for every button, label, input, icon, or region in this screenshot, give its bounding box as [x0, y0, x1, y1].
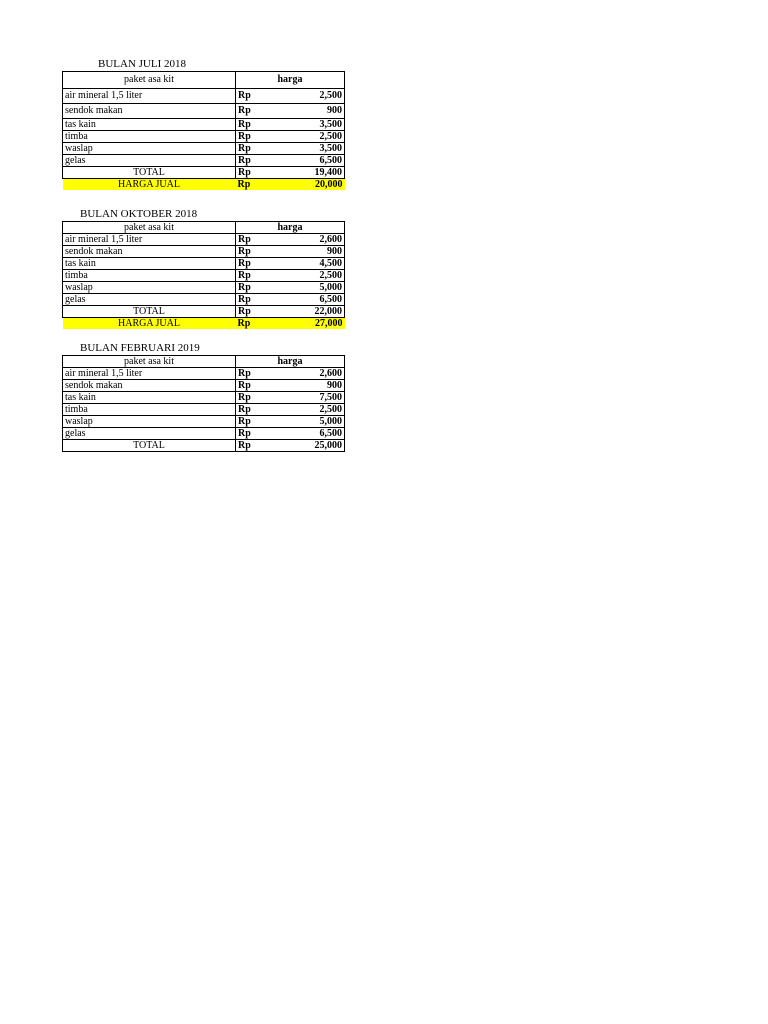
- selling-price-row: [63, 318, 345, 330]
- table-row: [63, 428, 345, 440]
- currency-label: Rp: [236, 270, 276, 282]
- table-row: [63, 416, 345, 428]
- table-header-row: [63, 356, 345, 368]
- selling-price-label: HARGA JUAL: [63, 318, 236, 330]
- item-name: tas kain: [63, 258, 236, 270]
- item-name: timba: [63, 270, 236, 282]
- table-row: [63, 155, 345, 167]
- currency-label: Rp: [236, 440, 276, 452]
- table-row: [63, 282, 345, 294]
- column-header-item: paket asa kit: [63, 222, 236, 234]
- total-price: 19,400: [276, 167, 345, 179]
- item-name: sendok makan: [63, 380, 236, 392]
- currency-label: Rp: [236, 104, 276, 119]
- column-header-harga: harga: [236, 72, 345, 89]
- currency-label: Rp: [236, 380, 276, 392]
- currency-label: Rp: [236, 392, 276, 404]
- currency-label: Rp: [236, 282, 276, 294]
- currency-label: Rp: [236, 155, 276, 167]
- table-row: [63, 246, 345, 258]
- item-price: 5,000: [276, 416, 345, 428]
- currency-label: Rp: [236, 428, 276, 440]
- item-name: timba: [63, 404, 236, 416]
- item-name: tas kain: [63, 392, 236, 404]
- table-row: [63, 104, 345, 119]
- table-row: [63, 392, 345, 404]
- price-table: [62, 71, 345, 190]
- item-name: waslap: [63, 416, 236, 428]
- table-row: [63, 404, 345, 416]
- price-table: [62, 221, 345, 329]
- table-row: [63, 234, 345, 246]
- currency-label: Rp: [236, 131, 276, 143]
- currency-label: Rp: [236, 258, 276, 270]
- total-label: TOTAL: [63, 306, 236, 318]
- currency-label: Rp: [236, 246, 276, 258]
- table-row: [63, 270, 345, 282]
- currency-label: Rp: [236, 404, 276, 416]
- item-price: 2,600: [276, 234, 345, 246]
- item-price: 2,500: [276, 89, 345, 104]
- selling-price-label: HARGA JUAL: [63, 179, 236, 191]
- total-price: 22,000: [276, 306, 345, 318]
- item-price: 3,500: [276, 143, 345, 155]
- item-name: air mineral 1,5 liter: [63, 234, 236, 246]
- table-row: [63, 131, 345, 143]
- table-row: [63, 294, 345, 306]
- table-row: [63, 119, 345, 131]
- currency-label: Rp: [236, 294, 276, 306]
- item-name: sendok makan: [63, 104, 236, 119]
- table-header-row: [63, 222, 345, 234]
- item-name: air mineral 1,5 liter: [63, 89, 236, 104]
- section-title: BULAN JULI 2018: [98, 58, 186, 70]
- item-name: sendok makan: [63, 246, 236, 258]
- currency-label: Rp: [236, 234, 276, 246]
- item-price: 6,500: [276, 428, 345, 440]
- price-table: [62, 355, 345, 452]
- price-section-februari-2019: [62, 342, 344, 452]
- price-section-oktober-2018: [62, 208, 344, 329]
- item-price: 2,500: [276, 404, 345, 416]
- table-row: [63, 258, 345, 270]
- item-price: 900: [276, 104, 345, 119]
- total-label: TOTAL: [63, 167, 236, 179]
- item-name: waslap: [63, 143, 236, 155]
- total-row: [63, 167, 345, 179]
- item-price: 5,000: [276, 282, 345, 294]
- currency-label: Rp: [236, 179, 276, 191]
- currency-label: Rp: [236, 119, 276, 131]
- currency-label: Rp: [236, 306, 276, 318]
- table-row: [63, 89, 345, 104]
- currency-label: Rp: [236, 89, 276, 104]
- selling-price: 27,000: [276, 318, 345, 330]
- currency-label: Rp: [236, 368, 276, 380]
- total-row: [63, 440, 345, 452]
- column-header-harga: harga: [236, 222, 345, 234]
- item-price: 6,500: [276, 294, 345, 306]
- item-name: gelas: [63, 294, 236, 306]
- item-price: 6,500: [276, 155, 345, 167]
- item-name: air mineral 1,5 liter: [63, 368, 236, 380]
- item-name: gelas: [63, 428, 236, 440]
- table-header-row: [63, 72, 345, 89]
- item-name: waslap: [63, 282, 236, 294]
- item-price: 4,500: [276, 258, 345, 270]
- column-header-item: paket asa kit: [63, 72, 236, 89]
- table-row: [63, 368, 345, 380]
- item-name: tas kain: [63, 119, 236, 131]
- item-name: gelas: [63, 155, 236, 167]
- item-price: 900: [276, 380, 345, 392]
- currency-label: Rp: [236, 318, 276, 330]
- item-price: 7,500: [276, 392, 345, 404]
- item-price: 2,500: [276, 131, 345, 143]
- total-row: [63, 306, 345, 318]
- column-header-item: paket asa kit: [63, 356, 236, 368]
- selling-price: 20,000: [276, 179, 345, 191]
- item-name: timba: [63, 131, 236, 143]
- table-row: [63, 143, 345, 155]
- section-title: BULAN OKTOBER 2018: [80, 208, 198, 220]
- currency-label: Rp: [236, 167, 276, 179]
- section-title: BULAN FEBRUARI 2019: [80, 342, 200, 354]
- price-section-juli-2018: [62, 58, 344, 190]
- currency-label: Rp: [236, 416, 276, 428]
- table-row: [63, 380, 345, 392]
- currency-label: Rp: [236, 143, 276, 155]
- item-price: 900: [276, 246, 345, 258]
- selling-price-row: [63, 179, 345, 191]
- item-price: 2,500: [276, 270, 345, 282]
- total-price: 25,000: [276, 440, 345, 452]
- total-label: TOTAL: [63, 440, 236, 452]
- column-header-harga: harga: [236, 356, 345, 368]
- item-price: 3,500: [276, 119, 345, 131]
- item-price: 2,600: [276, 368, 345, 380]
